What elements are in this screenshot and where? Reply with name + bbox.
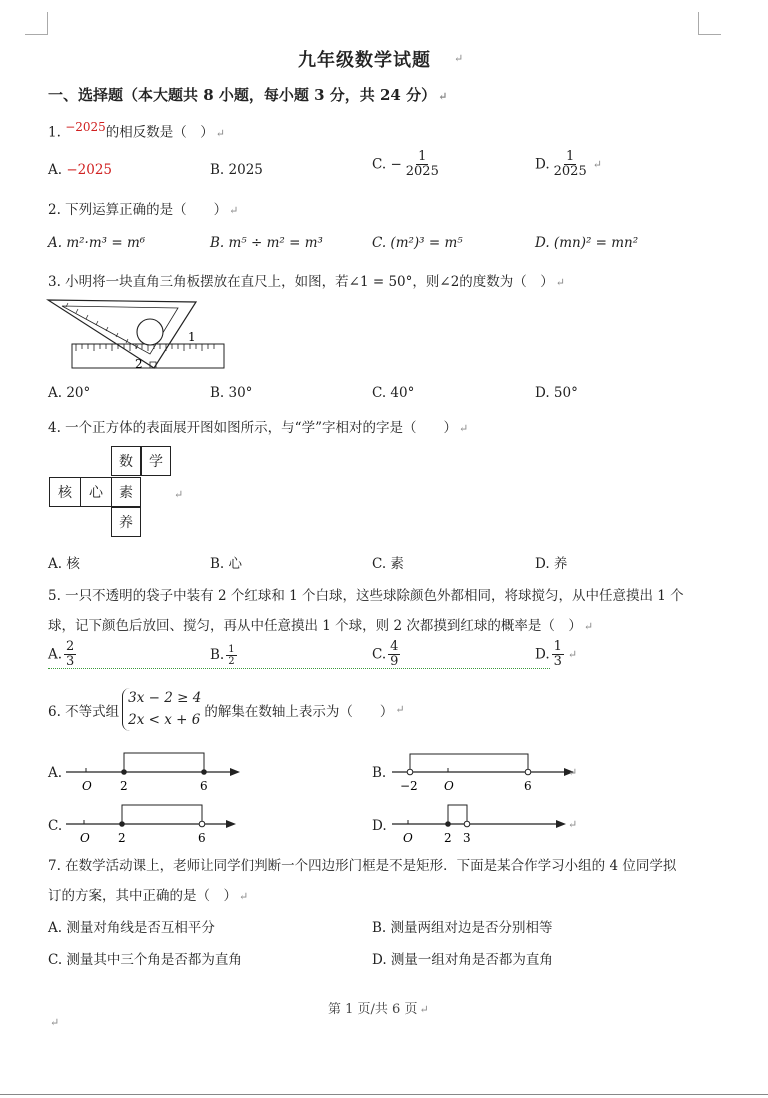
svg-text:2: 2: [120, 779, 128, 793]
q7-option-a: A. 测量对角线是否互相平分: [48, 920, 215, 936]
q7-option-c: C. 测量其中三个角是否都为直角: [48, 952, 242, 968]
ruler-triangle-figure: [46, 296, 236, 376]
number-line-d: [390, 800, 580, 846]
svg-text:O: O: [403, 831, 413, 845]
svg-text:6: 6: [198, 831, 206, 845]
paragraph-mark: ↵: [454, 52, 464, 65]
number-line-a: [64, 748, 244, 794]
svg-text:6: 6: [200, 779, 208, 793]
paragraph-mark: ↵: [174, 488, 184, 501]
q3-option-b: B. 30°: [210, 385, 253, 401]
q6-option-d-label: D.: [372, 818, 387, 834]
question-7-line2: 订的方案，其中正确的是（ ） ↵: [48, 888, 249, 904]
q1-option-d: D. $\frac{1}{2025}$ ↵: [535, 149, 602, 180]
net-cell-yang: 养: [111, 507, 141, 537]
net-cell-shu: 数: [111, 446, 141, 476]
q6-option-c-label: C.: [48, 818, 63, 834]
q3-option-a: A. 20°: [48, 385, 91, 401]
q2-option-d: D. (mn)² = mn²: [535, 235, 639, 251]
q3-option-d: D. 50°: [535, 385, 578, 401]
q6-option-b-label: B.: [372, 765, 387, 781]
q5-wavy-underline: [48, 664, 550, 669]
question-6: 6. 不等式组 3x − 2 ≥ 4 2x < x + 6 的解集在数轴上表示为（ ） ↵: [48, 688, 405, 731]
svg-text:−2: −2: [400, 779, 418, 793]
q5-option-c: C. $\frac{4}{9}$: [372, 639, 399, 670]
svg-text:O: O: [444, 779, 454, 793]
question-2: 2. 下列运算正确的是（ ） ↵: [48, 202, 239, 218]
q7-option-b: B. 测量两组对边是否分别相等: [372, 920, 553, 936]
question-3: 3. 小明将一块直角三角板摆放在直尺上，如图，若∠1 = 50°，则∠2的度数为（ ） ↵: [48, 274, 566, 290]
svg-text:1: 1: [188, 330, 196, 344]
q4-option-a: A. 核: [48, 556, 80, 572]
q3-option-c: C. 40°: [372, 385, 415, 401]
q1-option-c: C. − $\frac{1}{2025}$: [372, 149, 439, 180]
net-cell-su: 素: [111, 477, 141, 507]
q4-option-c: C. 素: [372, 556, 404, 572]
q2-option-a: A. m²·m³ = m⁶: [48, 235, 146, 251]
svg-text:2: 2: [118, 831, 126, 845]
net-cell-xin: 心: [80, 477, 112, 507]
q1-option-b: B. 2025: [210, 162, 263, 178]
q7-option-d: D. 测量一组对角是否都为直角: [372, 952, 553, 968]
net-cell-xue: 学: [141, 446, 171, 476]
q2-option-b: B. m⁵ ÷ m² = m³: [210, 235, 323, 251]
svg-text:O: O: [80, 831, 90, 845]
q4-option-d: D. 养: [535, 556, 568, 572]
corner-mark-right: [698, 12, 721, 35]
q5-option-d: D. $\frac{1}{3}$ ↵: [535, 639, 578, 670]
q4-option-b: B. 心: [210, 556, 243, 572]
number-line-b: [390, 748, 580, 794]
page-title: 九年级数学试题: [298, 50, 431, 71]
svg-text:3: 3: [463, 831, 471, 845]
page-footer: 第 1 页/共 6 页 ↵: [328, 1002, 429, 1017]
section-heading: 一、选择题（本大题共 8 小题，每小题 3 分，共 24 分） ↵: [48, 86, 448, 104]
net-cell-he: 核: [49, 477, 81, 507]
q2-option-c: C. (m²)³ = m⁵: [372, 235, 463, 251]
question-5-line2: 球，记下颜色后放回、搅匀，再从中任意摸出 1 个球，则 2 次都摸到红球的概率是（ ） ↵: [48, 618, 594, 634]
q5-option-a: A. $\frac{2}{3}$: [48, 639, 75, 670]
svg-text:6: 6: [524, 779, 532, 793]
svg-text:2: 2: [444, 831, 452, 845]
q5-option-b: B. $\frac{1}{2}$: [210, 644, 235, 667]
svg-text:2: 2: [135, 357, 143, 371]
question-7-line1: 7. 在数学活动课上，老师让同学们判断一个四边形门框是不是矩形．下面是某合作学习小组的 4 位同学拟: [48, 858, 677, 874]
paragraph-mark: ↵: [568, 818, 578, 831]
paragraph-mark: ↵: [50, 1016, 60, 1029]
page-bottom-rule: [0, 1094, 768, 1095]
svg-text:O: O: [82, 779, 92, 793]
paragraph-mark: ↵: [568, 766, 578, 779]
question-1: 1. $^{-2025}$的相反数是（ ） ↵: [48, 120, 225, 141]
question-5-line1: 5. 一只不透明的袋子中装有 2 个红球和 1 个白球，这些球除颜色外都相同，将球搅匀，从中任意摸出 1 个: [48, 588, 684, 604]
q6-option-a-label: A.: [48, 765, 63, 781]
number-line-c: [64, 800, 244, 846]
question-4: 4. 一个正方体的表面展开图如图所示，与“学”字相对的字是（ ） ↵: [48, 420, 469, 436]
inequality-system: 3x − 2 ≥ 4 2x < x + 6: [122, 688, 201, 731]
q1-option-a: A. −2025: [48, 162, 113, 178]
corner-mark-left: [25, 12, 48, 35]
